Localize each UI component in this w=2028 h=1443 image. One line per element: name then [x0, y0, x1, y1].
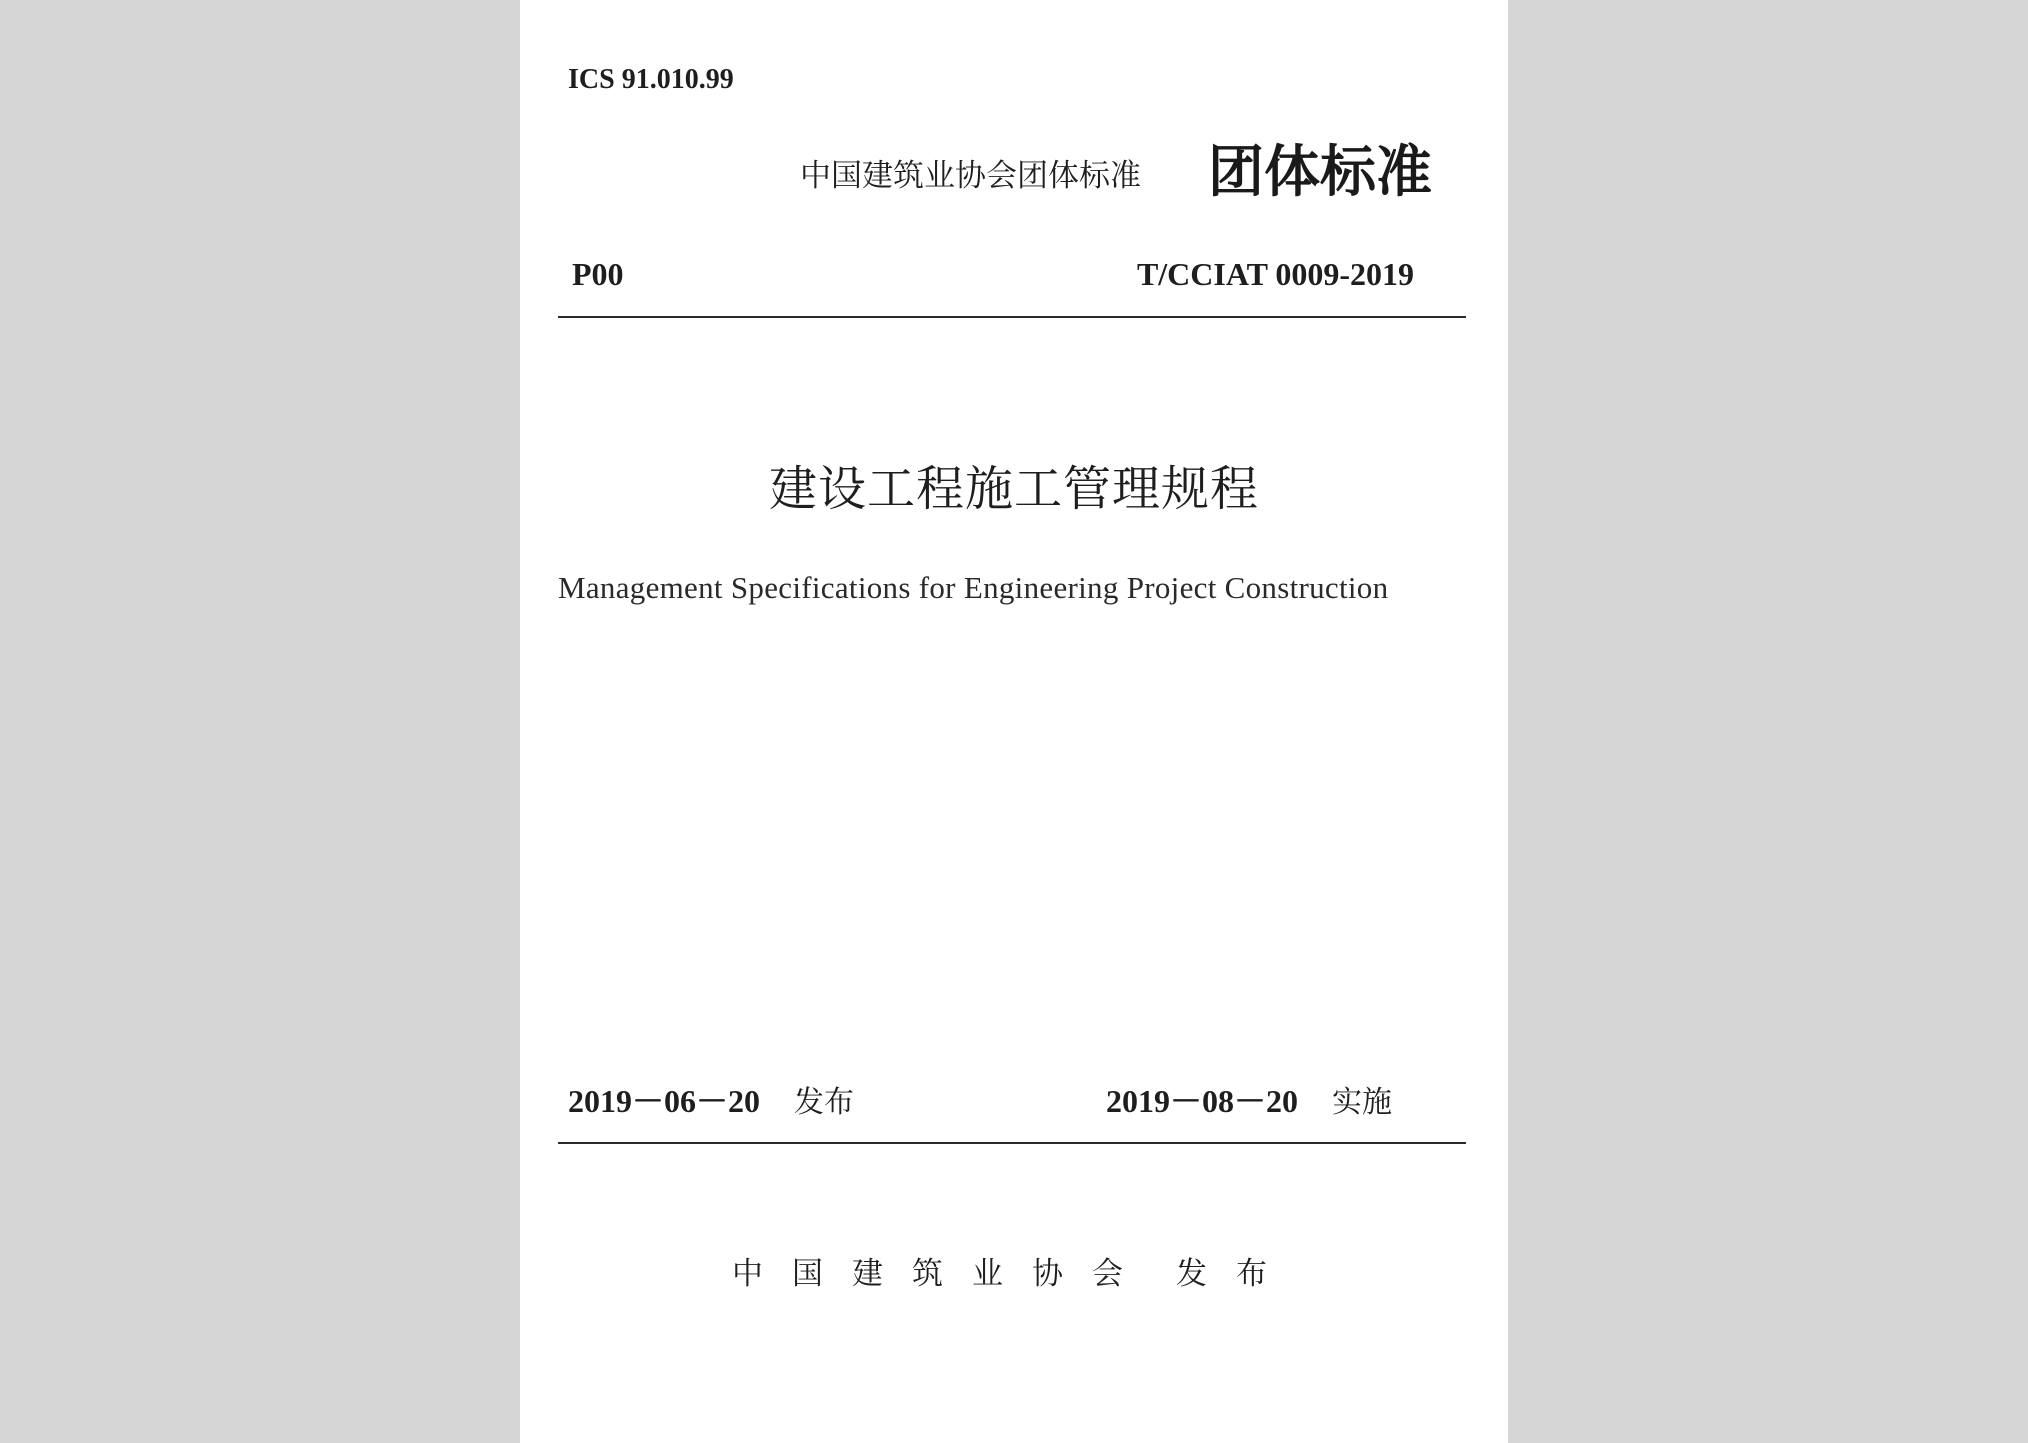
- issue-label: 发布: [794, 1085, 855, 1120]
- implementation-date: 2019－08－20: [1106, 1083, 1299, 1119]
- bottom-divider: [558, 1142, 1466, 1144]
- issue-date-block: [568, 1076, 854, 1122]
- document-title-english: Management Specifications for Engineering Project Construction: [558, 570, 1389, 605]
- top-divider: [558, 316, 1466, 318]
- standard-cover-page: [520, 0, 1508, 1443]
- association-standard-label: 中国建筑业协会团体标准: [800, 158, 1141, 194]
- ics-code: ICS 91.010.99: [568, 64, 734, 95]
- issue-date: 2019－06－20: [568, 1083, 761, 1119]
- group-standard-heading: 团体标准: [1208, 140, 1432, 205]
- publisher-name: 中国建筑业协会: [732, 1256, 1152, 1292]
- implementation-date-block: [1106, 1076, 1392, 1122]
- standard-number: T/CCIAT 0009-2019: [1136, 256, 1414, 292]
- category-code: P00: [572, 256, 624, 292]
- publisher-line: [520, 1248, 1508, 1293]
- implementation-label: 实施: [1332, 1085, 1393, 1120]
- document-title-chinese: 建设工程施工管理规程: [768, 461, 1259, 517]
- publisher-action: 发布: [1176, 1256, 1296, 1292]
